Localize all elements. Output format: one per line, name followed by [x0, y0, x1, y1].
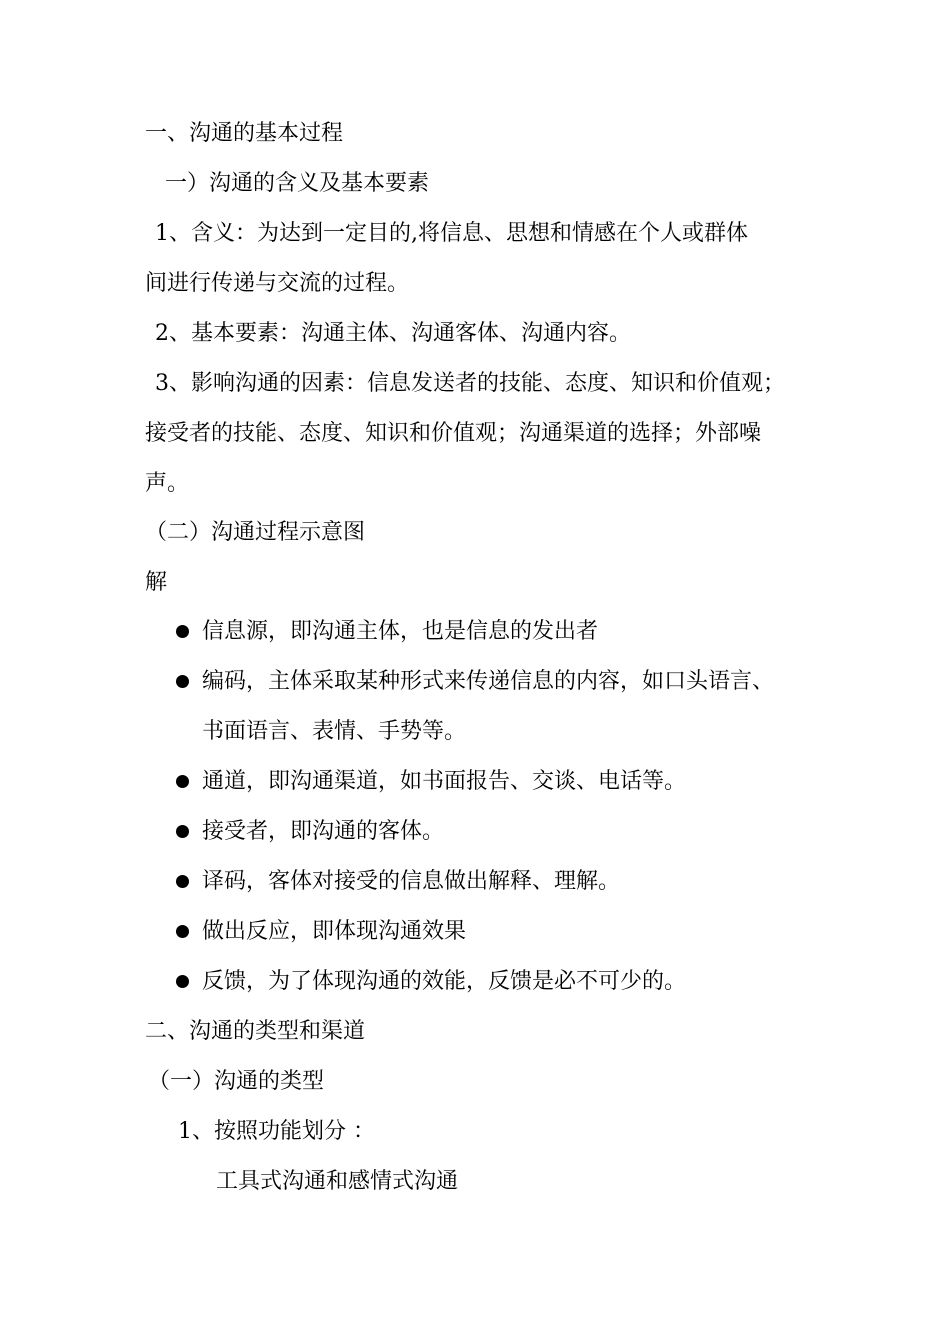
list-item: 反馈，为了体现沟通的效能，反馈是必不可少的。 — [202, 969, 687, 994]
list-item: 译码，客体对接受的信息做出解释、理解。 — [202, 869, 621, 894]
paragraph-line: 1、按照功能划分 ： — [178, 1119, 375, 1144]
subsection-title: （二）沟通过程示意图 — [145, 520, 366, 545]
paragraph-line: 接受者的技能、态度、知识和价值观；沟通渠道的选择；外部噪 — [145, 421, 762, 446]
explain-label: 解 — [145, 570, 168, 595]
list-item: 做出反应，即体现沟通效果 — [202, 919, 467, 944]
paragraph-line: 声。 — [145, 471, 190, 496]
list-item: 接受者，即沟通的客体。 — [202, 819, 445, 844]
list-item-continuation: 书面语言、表情、手势等。 — [202, 719, 467, 744]
section-title: 二、沟通的类型和渠道 — [145, 1019, 366, 1044]
paragraph-line: 间进行传递与交流的过程。 — [145, 271, 410, 296]
list-item: 信息源，即沟通主体，也是信息的发出者 — [202, 619, 599, 644]
bullet-icon — [176, 775, 189, 788]
bullet-icon — [176, 825, 189, 838]
paragraph-line: 3、影响沟通的因素：信息发送者的技能、态度、知识和价值观； — [155, 371, 785, 396]
list-item: 编码，主体采取某种形式来传递信息的内容，如口头语言、 — [202, 669, 775, 694]
subsection-title: （一）沟通的类型 — [148, 1069, 325, 1094]
bullet-icon — [176, 675, 189, 688]
subsection-title: 一）沟通的含义及基本要素 — [165, 171, 430, 196]
paragraph-line: 工具式沟通和感情式沟通 — [216, 1169, 459, 1194]
section-title: 一、沟通的基本过程 — [145, 121, 344, 146]
bullet-icon — [176, 975, 189, 988]
bullet-icon — [176, 875, 189, 888]
bullet-icon — [176, 925, 189, 938]
paragraph-line: 2、基本要素：沟通主体、沟通客体、沟通内容。 — [155, 321, 631, 346]
list-item: 通道，即沟通渠道，如书面报告、交谈、电话等。 — [202, 769, 687, 794]
bullet-icon — [176, 625, 189, 638]
paragraph-line: 1、含义：为达到一定目的,将信息、思想和情感在个人或群体 — [155, 221, 748, 246]
